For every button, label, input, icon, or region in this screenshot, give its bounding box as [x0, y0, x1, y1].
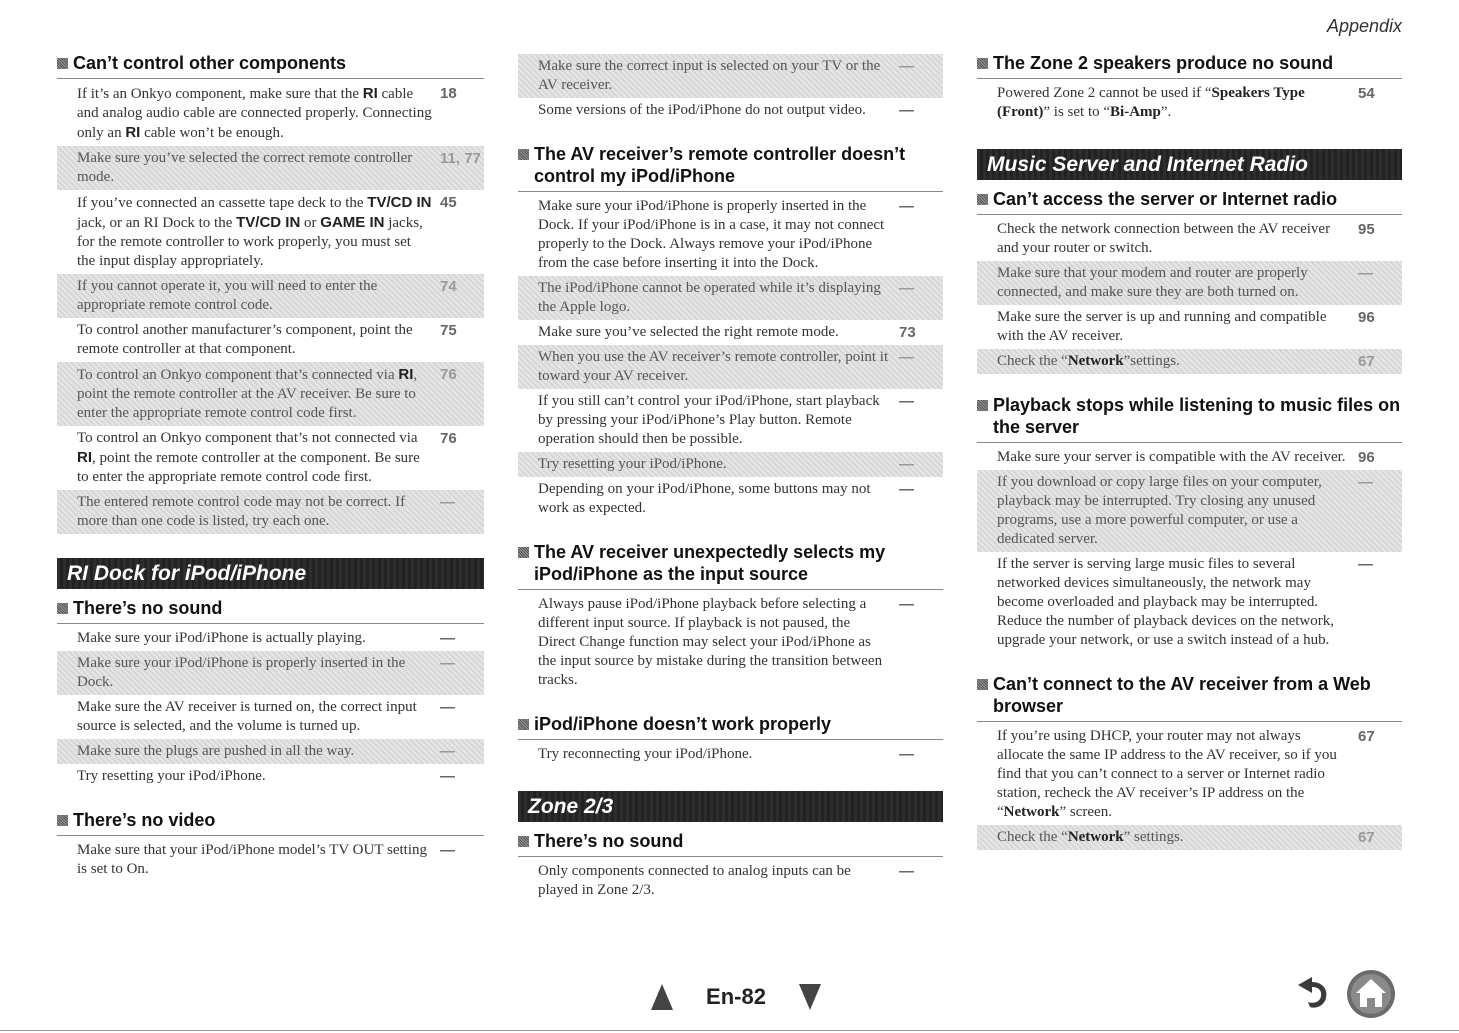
page-ref[interactable]: 54 — [1358, 85, 1375, 102]
list-item: Check the “Network”settings. 67 — [977, 349, 1402, 374]
section-rule — [518, 191, 943, 192]
list-item: Make sure the AV receiver is turned on, the correct input source is selected, and the volume is turned up. — — [77, 699, 455, 734]
chapter-banner: RI Dock for iPod/iPhone — [57, 558, 484, 589]
section-heading: There’s no sound — [518, 830, 943, 852]
section-heading: Can’t connect to the AV receiver from a Web browser — [977, 673, 1402, 717]
page-ref[interactable]: 18 — [440, 85, 457, 102]
bullet-square-icon — [977, 679, 988, 690]
section-heading: There’s no sound — [57, 597, 484, 619]
section-heading: Playback stops while listening to music files on the server — [977, 394, 1402, 438]
column-left — [57, 46, 484, 882]
list-item: Always pause iPod/iPhone playback before selecting a different input source. If playback is not paused, the Direct Change function may select your iPod/iPhone as the input source by mistake during the transition between tracks. — — [538, 596, 914, 688]
list-item: If you still can’t control your iPod/iPhone, start playback by pressing your iPod/iPhone’s Play button. Remote operation should then be possible. — — [538, 393, 914, 447]
section-heading: iPod/iPhone doesn’t work properly — [518, 713, 943, 735]
list-item: Make sure that your modem and router are properly connected, and make sure they are both turned on. — — [977, 261, 1402, 305]
bullet-square-icon — [518, 719, 529, 730]
list-item: Make sure that your iPod/iPhone model’s TV OUT setting is set to On. — — [77, 842, 455, 877]
section-rule — [57, 623, 484, 624]
page-navigation — [651, 980, 821, 1014]
page-ref[interactable]: 96 — [1358, 309, 1375, 326]
bullet-square-icon — [57, 815, 68, 826]
section-heading: Can’t control other components — [57, 52, 484, 74]
section-rule — [57, 835, 484, 836]
list-item: To control an Onkyo component that’s connected via RI, point the remote controller at the AV receiver. Be sure to enter the appropriate remote control code first. 76 — [57, 362, 484, 426]
back-arrow-icon[interactable] — [1290, 976, 1330, 1012]
bullet-square-icon — [57, 603, 68, 614]
page-ref: — — [440, 494, 455, 511]
page-ref[interactable]: 74 — [440, 278, 457, 295]
page-ref[interactable]: 95 — [1358, 221, 1375, 238]
list-item: Make sure the plugs are pushed in all the way. — — [57, 739, 484, 764]
page-ref[interactable]: 11, 77 — [440, 150, 481, 167]
list-item: The entered remote control code may not be correct. If more than one code is listed, try each one. — — [57, 490, 484, 534]
page-ref[interactable]: 67 — [1358, 728, 1375, 745]
list-item: If you cannot operate it, you will need to enter the appropriate remote control code. 74 — [57, 274, 484, 318]
list-item: Check the “Network” settings. 67 — [977, 825, 1402, 850]
ri-logo: RI — [125, 124, 141, 141]
list-item: Make sure you’ve selected the right remote mode. 73 — [518, 320, 943, 345]
list-item: Make sure your iPod/iPhone is properly inserted in the Dock. — — [57, 651, 484, 695]
page-ref[interactable]: 96 — [1358, 449, 1375, 466]
bullet-square-icon — [977, 400, 988, 411]
list-item: The iPod/iPhone cannot be operated while it’s displaying the Apple logo. — — [518, 276, 943, 320]
list-item: Try reconnecting your iPod/iPhone. — — [538, 746, 914, 763]
section-rule — [518, 589, 943, 590]
section-heading: The Zone 2 speakers produce no sound — [977, 52, 1402, 74]
section-heading: The AV receiver unexpectedly selects my iPod/iPhone as the input source — [518, 541, 943, 585]
section-rule — [977, 214, 1402, 215]
page-ref[interactable]: 76 — [440, 366, 457, 383]
list-item: To control another manufacturer’s component, point the remote controller at that component. 75 — [57, 318, 484, 362]
page-ref[interactable]: 45 — [440, 194, 457, 211]
bullet-square-icon — [977, 58, 988, 69]
list-item: Make sure the correct input is selected on your TV or the AV receiver. — — [518, 54, 943, 98]
list-item: Some versions of the iPod/iPhone do not output video. — — [538, 102, 914, 119]
list-item: Only components connected to analog inputs can be played in Zone 2/3. — — [538, 863, 914, 898]
previous-page-icon[interactable] — [651, 984, 673, 1010]
list-item: Powered Zone 2 cannot be used if “Speakers Type (Front)” is set to “Bi-Amp”. 54 — [977, 81, 1402, 125]
bullet-square-icon — [57, 58, 68, 69]
section-rule — [57, 78, 484, 79]
column-middle — [518, 54, 943, 903]
home-icon[interactable] — [1340, 968, 1402, 1020]
section-rule — [977, 78, 1402, 79]
list-item: If it’s an Onkyo component, make sure that the RI cable and analog audio cable are connected properly. Connecting only an RI cable won’t be enough. 18 — [57, 81, 484, 146]
ri-logo: RI — [77, 449, 92, 466]
list-item: Make sure you’ve selected the correct remote controller mode. 11, 77 — [57, 146, 484, 190]
page-number: En-82 — [706, 984, 766, 1009]
list-item: Make sure your server is compatible with the AV receiver. 96 — [977, 445, 1402, 470]
section-rule — [518, 856, 943, 857]
appendix-label: Appendix — [1326, 16, 1402, 36]
page-ref[interactable]: 67 — [1358, 353, 1375, 370]
list-item: If the server is serving large music files to several networked devices simultaneously, the network may become overloaded and playback may be interrupted. Reduce the number of playback devices on the network, upgrade your network, or use a switch instead of a hub. — — [997, 556, 1373, 648]
section-heading: There’s no video — [57, 809, 484, 831]
chapter-banner: Music Server and Internet Radio — [977, 149, 1402, 180]
page-ref[interactable]: 76 — [440, 430, 457, 447]
bullet-square-icon — [518, 836, 529, 847]
section-rule — [977, 442, 1402, 443]
list-item: Make sure your iPod/iPhone is actually playing. — — [77, 630, 455, 647]
chapter-banner: Zone 2/3 — [518, 791, 943, 822]
section-rule — [977, 721, 1402, 722]
ri-logo: RI — [398, 366, 414, 383]
list-item: Make sure the server is up and running and compatible with the AV receiver. 96 — [977, 305, 1402, 349]
list-item: Depending on your iPod/iPhone, some buttons may not work as expected. — — [538, 481, 914, 516]
list-item: To control an Onkyo component that’s not connected via RI, point the remote controller at the component. Be sure to enter the appropriate remote control code first. 76 — [57, 426, 484, 490]
list-item: Check the network connection between the AV receiver and your router or switch. 95 — [977, 217, 1402, 261]
ri-logo: RI — [362, 85, 378, 102]
list-item: Make sure your iPod/iPhone is properly inserted in the Dock. If your iPod/iPhone is in a case, it may not connect properly to the Dock. Always remove your iPod/iPhone from the case before inserting it into the Dock. — — [538, 198, 914, 271]
page-ref[interactable]: 75 — [440, 322, 457, 339]
list-item: When you use the AV receiver’s remote controller, point it toward your AV receiver. — — [518, 345, 943, 389]
section-heading: The AV receiver’s remote controller doesn’t control my iPod/iPhone — [518, 143, 943, 187]
page-ref[interactable]: 73 — [899, 324, 916, 341]
list-item: If you’re using DHCP, your router may not always allocate the same IP address to the AV receiver, so if you find that you can’t connect to a server or Internet radio station, recheck the AV receiver’s IP address on the “Network” screen. 67 — [977, 724, 1402, 825]
bullet-square-icon — [977, 194, 988, 205]
bullet-square-icon — [518, 149, 529, 160]
bullet-square-icon — [518, 547, 529, 558]
footer-rule — [0, 1030, 1459, 1031]
section-rule — [518, 739, 943, 740]
page-ref[interactable]: 67 — [1358, 829, 1375, 846]
list-item: Try resetting your iPod/iPhone. — — [77, 768, 455, 785]
next-page-icon[interactable] — [799, 984, 821, 1010]
list-item: If you’ve connected an cassette tape deck to the TV/CD IN jack, or an RI Dock to the TV/CD IN or GAME IN jacks, for the remote controller to work properly, you must set the input display appropriately. 45 — [57, 190, 484, 274]
column-right — [977, 46, 1402, 850]
list-item: Try resetting your iPod/iPhone. — — [518, 452, 943, 477]
list-item: If you download or copy large files on your computer, playback may be interrupted. Try closing any unused programs, use a more powerful computer, or use a dedicated server. — — [977, 470, 1402, 552]
section-heading: Can’t access the server or Internet radio — [977, 188, 1402, 210]
